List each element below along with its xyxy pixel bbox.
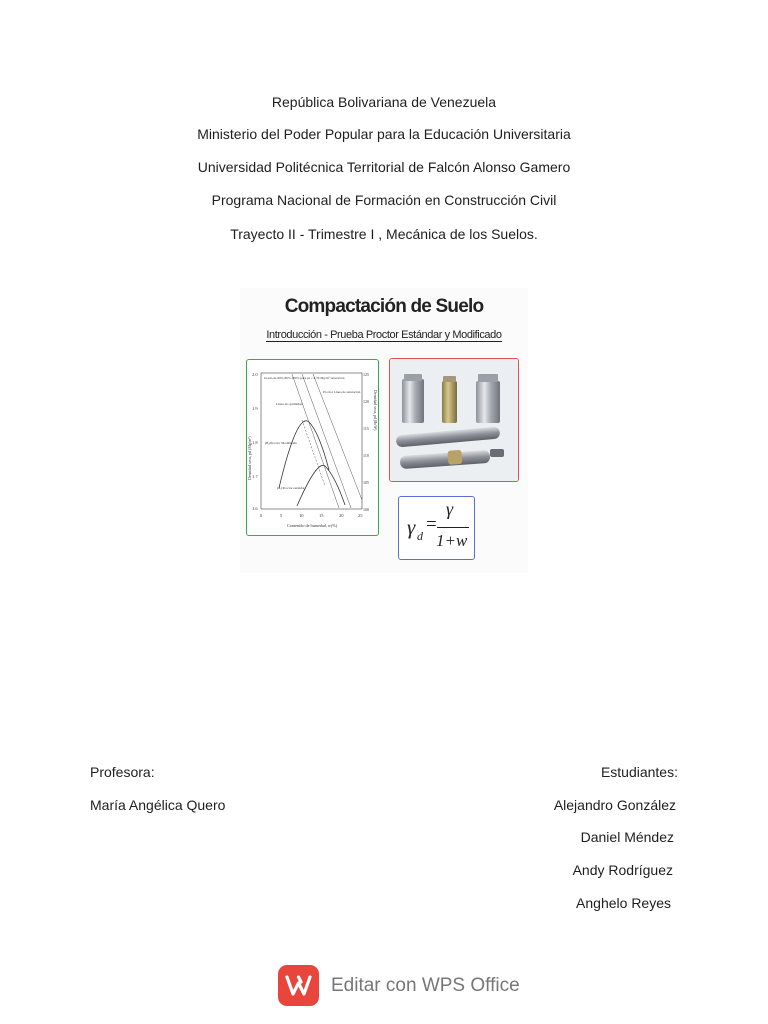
annotation-proctor-line: Proctor Línea de saturación: [323, 390, 361, 394]
y-left-tick: 1.6: [252, 506, 258, 511]
y-left-axis-label: Densidad seca, ρd (Mg/m³): [247, 436, 252, 480]
x-axis-label: Contenido de humedad, w(%): [287, 523, 338, 528]
annotation-modified: (B) Proctor Modificado: [265, 441, 298, 445]
edit-with-wps-label: Editar con WPS Office: [331, 975, 520, 996]
mould-2-collar: [443, 376, 456, 382]
x-tick: 15: [319, 513, 324, 518]
wps-logo-icon: [278, 965, 319, 1006]
compaction-graph: [246, 359, 379, 536]
y-right-tick: 105: [363, 480, 369, 485]
rammer-handle: [490, 449, 504, 457]
student-name: Daniel Méndez: [580, 829, 674, 845]
y-left-tick: 1.7: [252, 474, 258, 479]
students-label: Estudiantes:: [600, 764, 678, 780]
mould-1-collar: [404, 374, 422, 381]
formula-fraction-bar: [437, 527, 469, 528]
formula-lhs: γ: [407, 515, 416, 539]
rammer-2-weight: [447, 450, 462, 465]
y-left-tick: 2.0: [252, 372, 258, 377]
x-tick: 20: [339, 513, 344, 518]
optimum-line: [302, 420, 325, 486]
x-tick: 25: [358, 513, 363, 518]
formula-equals: =: [426, 514, 437, 535]
x-tick: 10: [299, 513, 304, 518]
header-university: Universidad Politécnica Territorial de Falcón Alonso Gamero: [197, 159, 571, 175]
mould-1: [402, 379, 424, 423]
professor-label: Profesora:: [90, 764, 155, 780]
proctor-equipment-photo: [389, 358, 519, 482]
figure-title: Compactación de Suelo: [284, 296, 484, 317]
y-right-tick: 110: [363, 453, 369, 458]
mould-3-collar: [478, 374, 498, 382]
formula-lhs-subscript: d: [417, 529, 423, 543]
wps-logo-glyph: [278, 965, 319, 1006]
figure-subtitle: [240, 329, 528, 341]
annotation-standard: (A) Proctor estándar: [277, 486, 305, 490]
student-name: Alejandro González: [553, 797, 676, 813]
y-right-tick: 115: [363, 426, 369, 431]
formula-numerator: γ: [446, 499, 454, 519]
y-right-tick: 100: [363, 507, 369, 512]
dry-density-formula: [398, 496, 475, 560]
y-right-tick: 125: [363, 372, 369, 377]
header-program: Programa Nacional de Formación en Construcción Civil: [211, 192, 557, 208]
curve-modified-proctor: [279, 421, 329, 488]
y-left-tick: 1.8: [252, 440, 258, 445]
y-left-tick: 1.9: [252, 406, 258, 411]
y-right-axis-label: Densidad seca, ρd (lb/ft³): [373, 390, 378, 431]
x-tick: 0: [260, 513, 263, 518]
mould-2: [442, 381, 457, 423]
proctor-equipment-image: [390, 359, 518, 481]
student-name: Andy Rodríguez: [572, 862, 673, 878]
header-ministry: Ministerio del Poder Popular para la Educación Universitaria: [197, 126, 571, 142]
formula-denominator: 1+w: [436, 531, 468, 550]
header-course: Trayecto II - Trimestre I , Mecánica de los Suelos.: [230, 226, 538, 242]
student-name: Anghelo Reyes: [576, 895, 671, 911]
edit-with-wps-button[interactable]: [278, 965, 520, 1009]
professor-name: María Angélica Quero: [90, 797, 226, 813]
cover-figure: [240, 288, 528, 573]
x-tick: 5: [280, 513, 283, 518]
annotation-saturation: Grado de 60% 80% 100% para ρs = 2.70 Mg/m³ saturación: [264, 376, 345, 380]
compaction-graph-svg: [247, 360, 378, 535]
y-right-tick: 120: [363, 399, 369, 404]
annotation-optimum: Línea de optimidad: [276, 402, 303, 406]
mould-3: [476, 381, 500, 423]
figure-subtitle-text: Introducción - Prueba Proctor Estándar y Modificado: [266, 329, 502, 341]
header-republic: República Bolivariana de Venezuela: [271, 94, 497, 110]
